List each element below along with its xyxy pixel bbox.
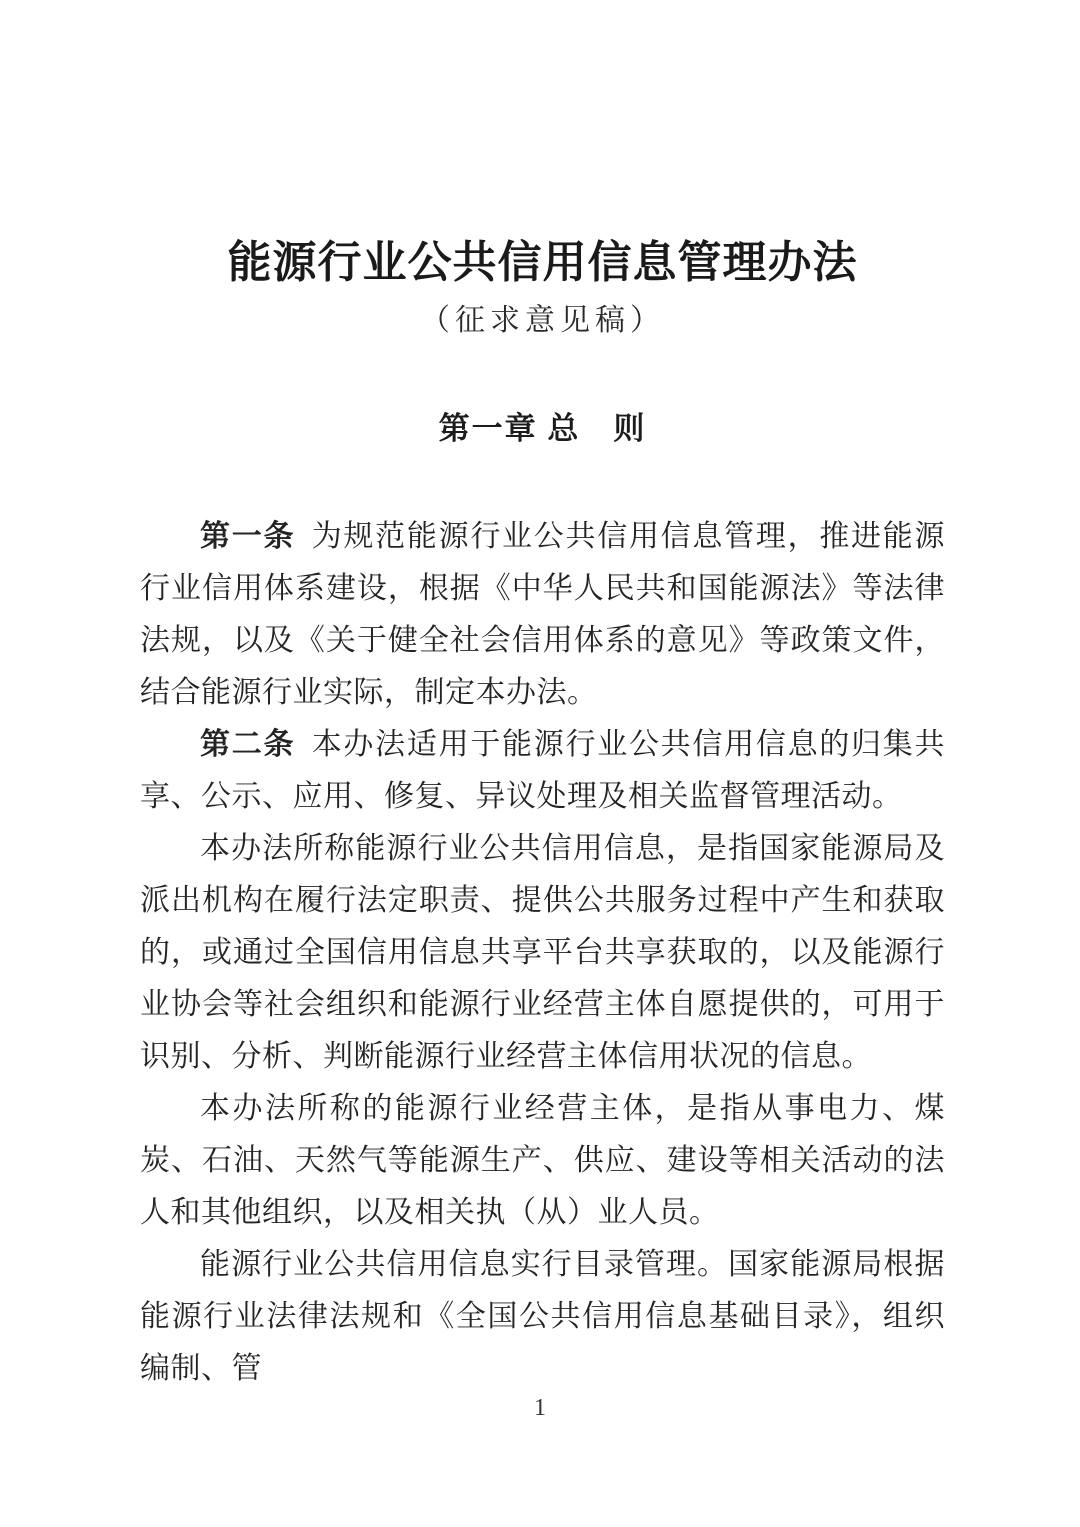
document-title: 能源行业公共信用信息管理办法	[227, 238, 858, 287]
document-body	[140, 511, 945, 1395]
paragraph-catalog-management	[140, 1239, 945, 1395]
article-2-text: 本办法适用于能源行业公共信用信息的归集共享、公示、应用、修复、异议处理及相关监督管理活动。	[140, 727, 946, 813]
chapter-heading: 第一章 总 则	[438, 410, 647, 446]
document-subtitle: （征求意见稿）	[420, 303, 665, 337]
paragraph-article-2	[140, 719, 945, 823]
page-number: 1	[534, 1395, 546, 1421]
article-1-text: 为规范能源行业公共信用信息管理，推进能源行业信用体系建设，根据《中华人民共和国能源法》等法律法规，以及《关于健全社会信用体系的意见》等政策文件，结合能源行业实际，制定本办法。	[140, 519, 946, 709]
paragraph-definition-entities-text: 本办法所称的能源行业经营主体，是指从事电力、煤炭、石油、天然气等能源生产、供应、建设等相关活动的法人和其他组织，以及相关执（从）业人员。	[140, 1091, 945, 1229]
article-1-number: 第一条	[200, 519, 296, 553]
article-2-number: 第二条	[200, 727, 296, 761]
paragraph-definition-info	[140, 823, 945, 1083]
paragraph-article-1	[140, 511, 945, 719]
paragraph-definition-info-text: 本办法所称能源行业公共信用信息，是指国家能源局及派出机构在履行法定职责、提供公共服务过程中产生和获取的，或通过全国信用信息共享平台共享获取的，以及能源行业协会等社会组织和能源行业经营主体自愿提供的，可用于识别、分析、判断能源行业经营主体信用状况的信息。	[140, 831, 945, 1073]
paragraph-definition-entities	[140, 1083, 945, 1239]
paragraph-catalog-management-text: 能源行业公共信用信息实行目录管理。国家能源局根据能源行业法律法规和《全国公共信用信息基础目录》，组织编制、管	[140, 1247, 945, 1385]
